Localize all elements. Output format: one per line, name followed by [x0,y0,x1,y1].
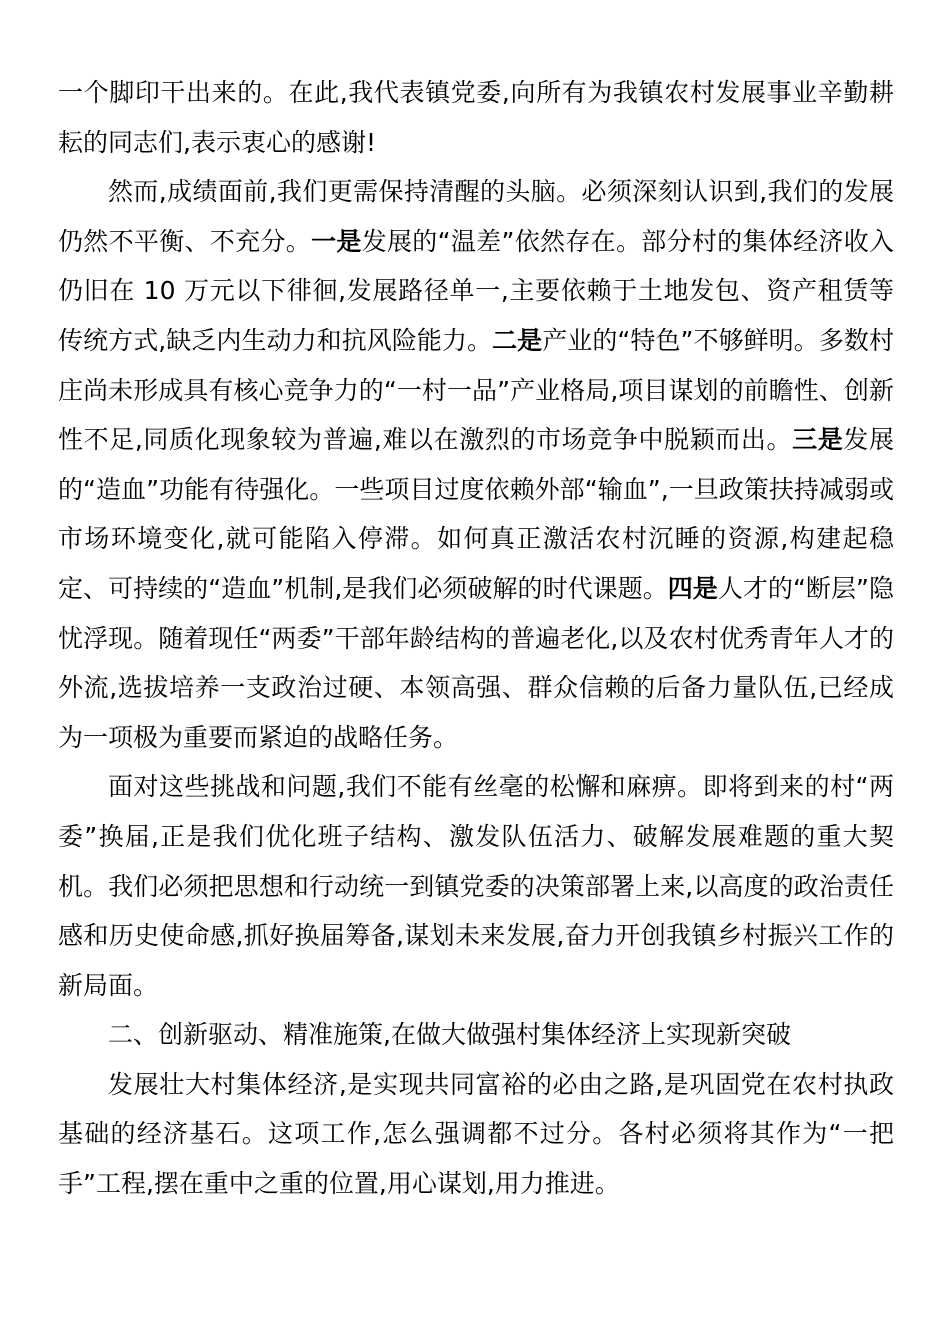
paragraph-problems [58,167,894,762]
point-label-3: 三是 [792,425,844,455]
section-heading-2: 二、创新驱动、精准施策,在做大做强村集体经济上实现新突破 [108,1020,791,1050]
point-label-1: 一是 [311,226,362,256]
point-text-4: 人才的“断层”隐忧浮现。随着现任“两委”干部年龄结构的普遍老化,以及农村优秀青年人才的外流,选拔培养一支政治过硬、本领高强、群众信赖的后备力量队伍,已经成为一项极为重要而紧迫的战略任务。 [58,573,894,752]
point-text-2: 产业的“特色”不够鲜明。多数村庄尚未形成具有核心竞争力的“一村一品”产业格局,项目谋划的前瞻性、创新性不足,同质化现象较为普遍,难以在激烈的市场竞争中脱颖而出。 [58,325,894,455]
paragraph-thanks: 一个脚印干出来的。在此,我代表镇党委,向所有为我镇农村发展事业辛勤耕耘的同志们,表示衷心的感谢! [58,78,894,157]
document-page [58,68,894,1209]
point-text-3: 发展的“造血”功能有待强化。一些项目过度依赖外部“输血”,一旦政策扶持减弱或市场环境变化,就可能陷入停滞。如何真正激活农村沉睡的资源,构建起稳定、可持续的“造血”机制,是我们必须破解的时代课题。 [58,425,894,603]
point-text-1: 发展的“温差”依然存在。部分村的集体经济收入仍旧在 10 万元以下徘徊,发展路径单一,主要依赖于土地发包、资产租赁等传统方式,缺乏内生动力和抗风险能力。 [58,226,894,355]
point-label-4: 四是 [667,573,718,603]
paragraph-collective-economy: 发展壮大村集体经济,是实现共同富裕的必由之路,是巩固党在农村执政基础的经济基石。这项工作,怎么强调都不过分。各村必须将其作为“一把手”工程,摆在重中之重的位置,用心谋划,用力推进。 [58,1069,894,1199]
paragraph-challenges: 面对这些挑战和问题,我们不能有丝毫的松懈和麻痹。即将到来的村“两委”换届,正是我们优化班子结构、激发队伍活力、破解发展难题的重大契机。我们必须把思想和行动统一到镇党委的决策部署上来,以高度的政治责任感和历史使命感,抓好换届筹备,谋划未来发展,奋力开创我镇乡村振兴工作的新局面。 [58,772,894,1000]
problems-intro: 然而,成绩面前,我们更需保持清醒的头脑。必须深刻认识到,我们的发展仍然不平衡、不充分。 [58,177,894,256]
point-label-2: 二是 [492,325,543,355]
